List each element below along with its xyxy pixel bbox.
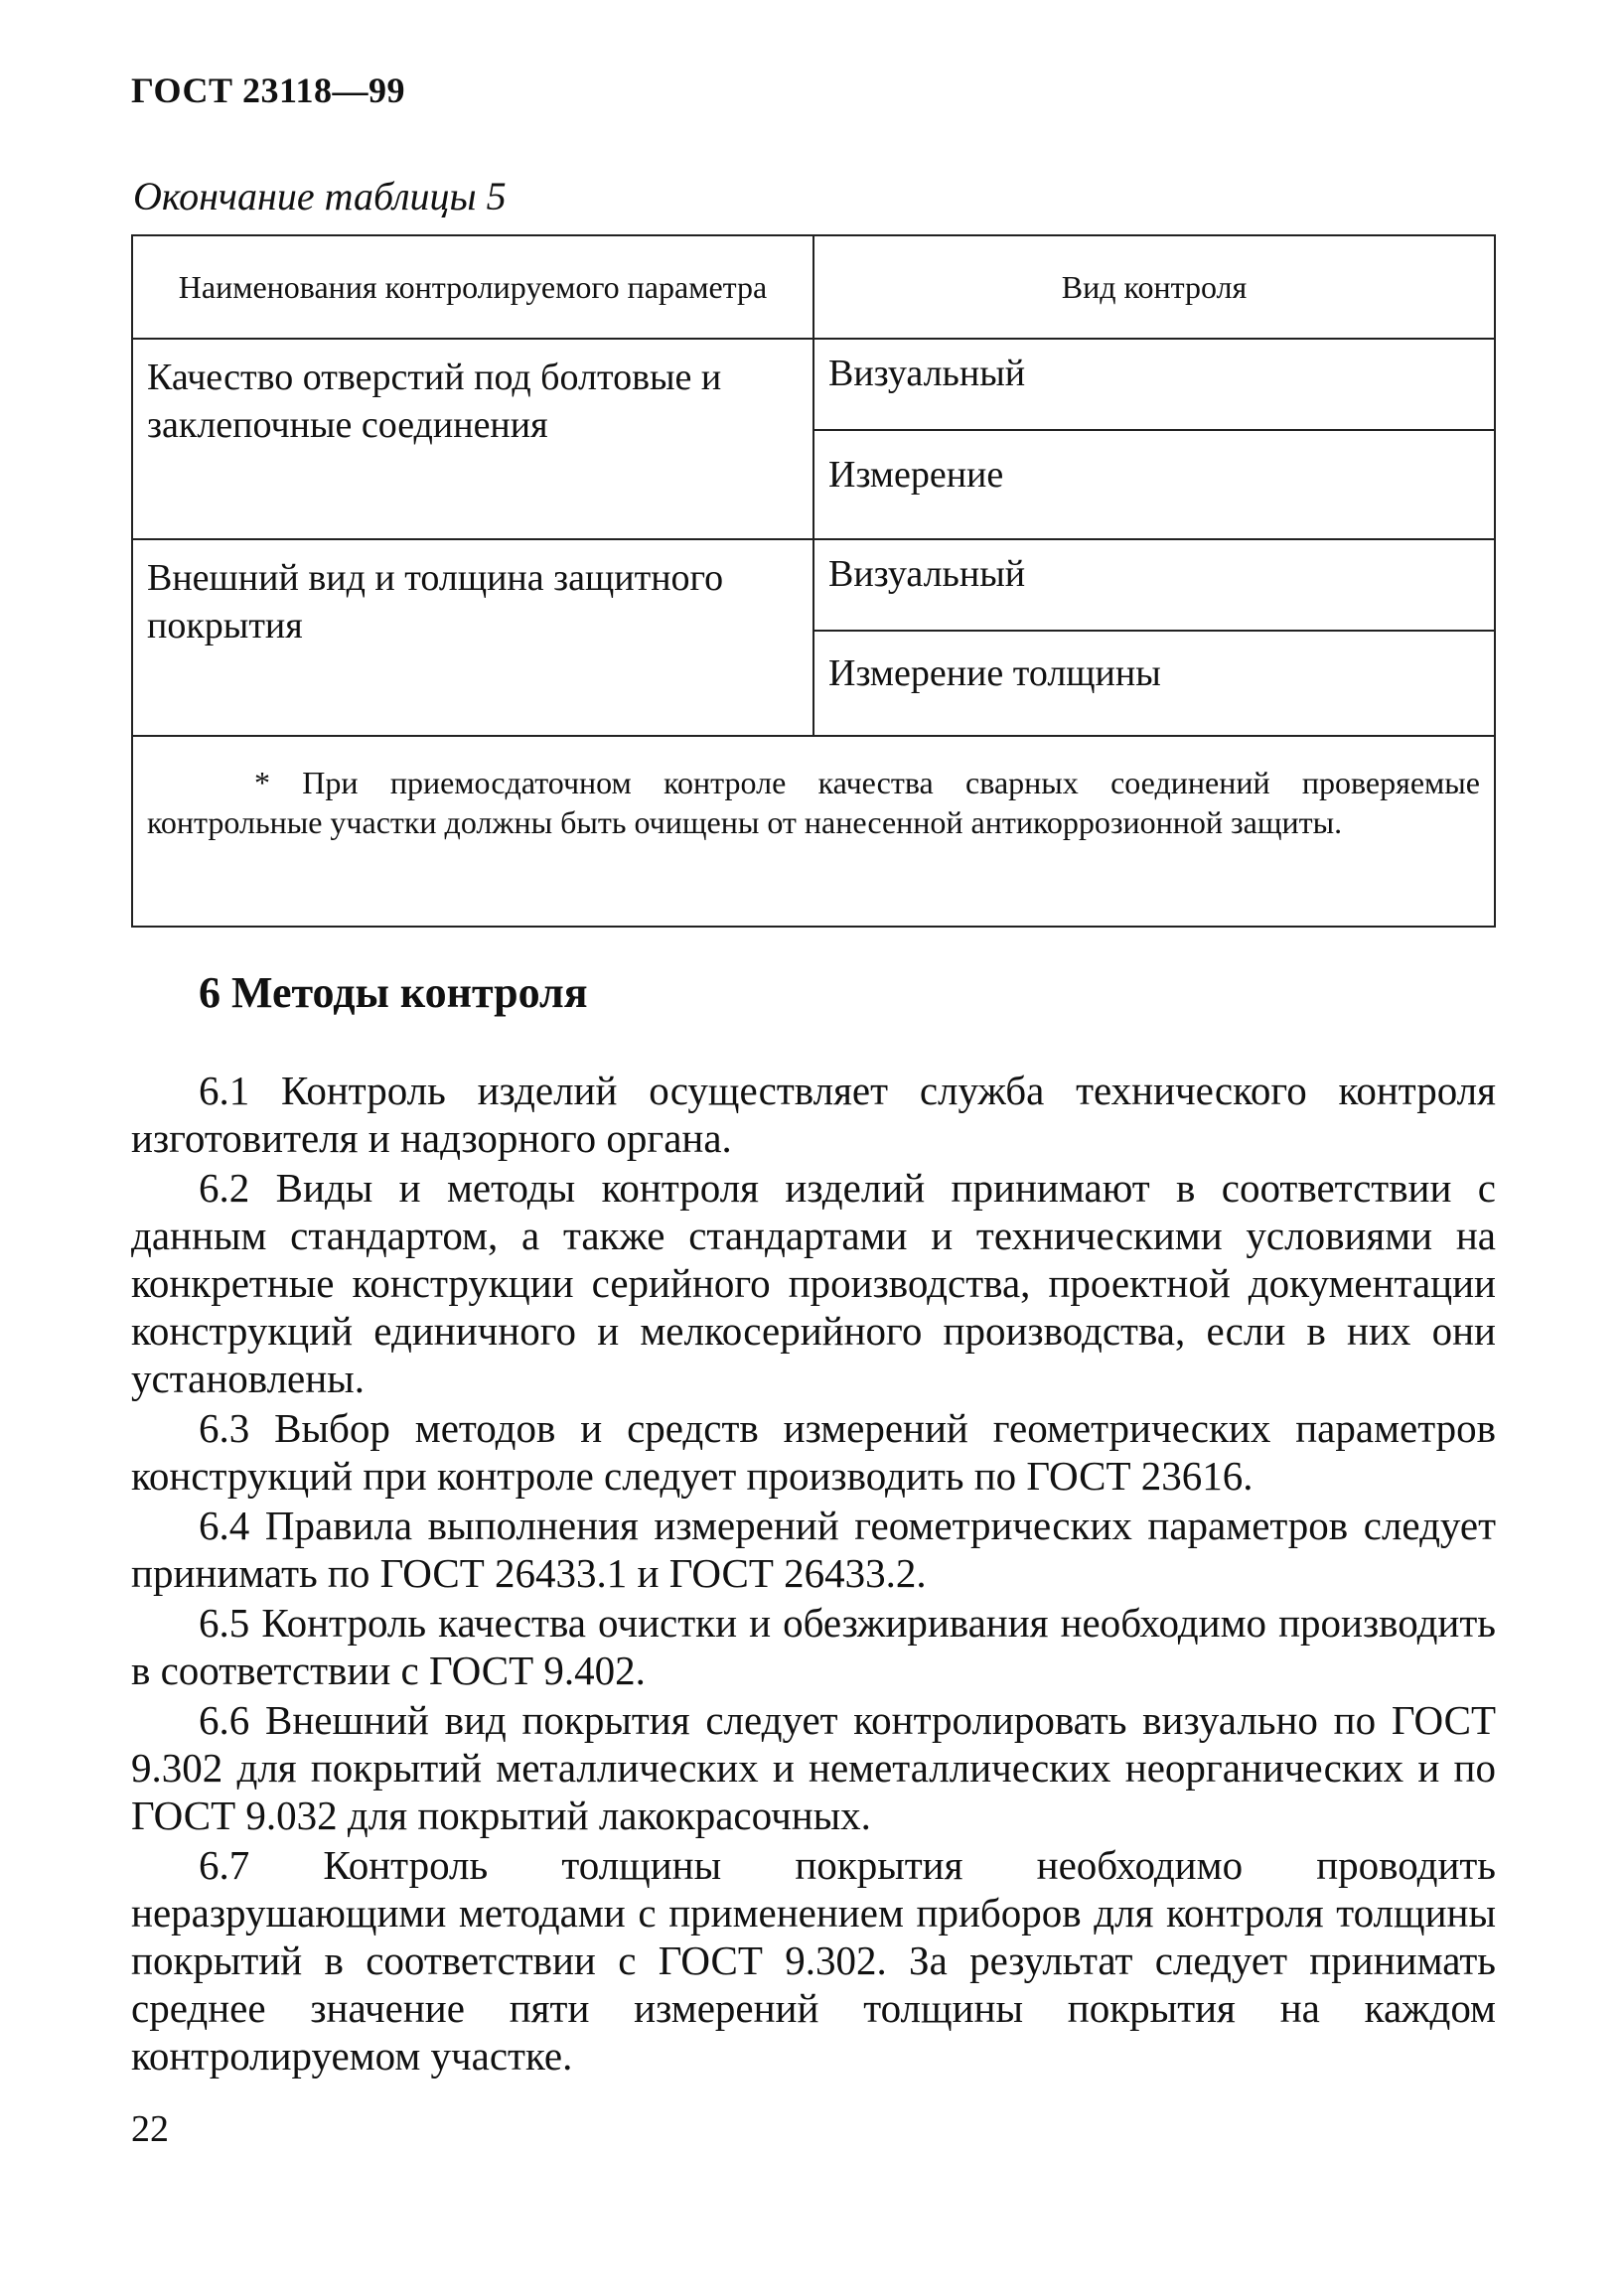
paragraph: 6.3 Выбор методов и средств измерений геометрических параметров конструкций при контроле следует производить по ГОСТ 23616. (131, 1405, 1496, 1499)
paragraph: 6.7 Контроль толщины покрытия необходимо проводить неразрушающими методами с применением приборов для контроля толщины покрытий в соответствии с ГОСТ 9.302. За результат следует принимать среднее значение пяти измерений толщины покрытия на каждом контролируемом участке. (131, 1842, 1496, 2079)
type-cell: Визуальный (813, 539, 1495, 631)
header-type: Вид контроля (813, 235, 1495, 339)
paragraph: 6.6 Внешний вид покрытия следует контролировать визуально по ГОСТ 9.302 для покрытий металлических и неметаллических неорганических и по ГОСТ 9.032 для покрытий лакокрасочных. (131, 1697, 1496, 1838)
type-cell: Измерение (813, 430, 1495, 539)
table-row (132, 339, 1495, 430)
section-title: 6 Методы контроля (199, 968, 588, 1017)
table-row (132, 539, 1495, 631)
table-header-row (132, 235, 1495, 339)
paragraph: 6.5 Контроль качества очистки и обезжиривания необходимо производить в соответствии с ГОСТ 9.402. (131, 1600, 1496, 1693)
document-code: ГОСТ 23118—99 (131, 71, 405, 110)
param-cell: Внешний вид и толщина защитного покрытия (132, 539, 813, 736)
param-cell: Качество отверстий под болтовые и заклепочные соединения (132, 339, 813, 539)
paragraph: 6.4 Правила выполнения измерений геометрических параметров следует принимать по ГОСТ 26433.1 и ГОСТ 26433.2. (131, 1503, 1496, 1596)
header-param: Наименования контролируемого параметра (132, 235, 813, 339)
paragraph: 6.2 Виды и методы контроля изделий принимают в соответствии с данным стандартом, а также стандартами и техническими условиями на конкретные конструкции серийного производства, проектной документации конструкций единичного и мелкосерийного производства, если в них они установлены. (131, 1165, 1496, 1401)
paragraph: 6.1 Контроль изделий осуществляет служба технического контроля изготовителя и надзорного органа. (131, 1068, 1496, 1161)
type-cell: Измерение толщины (813, 631, 1495, 736)
type-cell: Визуальный (813, 339, 1495, 430)
page-number: 22 (131, 2108, 169, 2150)
section-body (131, 1067, 1496, 2081)
control-table (131, 234, 1496, 928)
table-caption: Окончание таблицы 5 (133, 174, 507, 218)
table-footnote: * При приемосдаточном контроле качества сварных соединений проверяемые контрольные участки должны быть очищены от нанесенной антикоррозионной защиты. (132, 736, 1495, 927)
table-footnote-row (132, 736, 1495, 927)
